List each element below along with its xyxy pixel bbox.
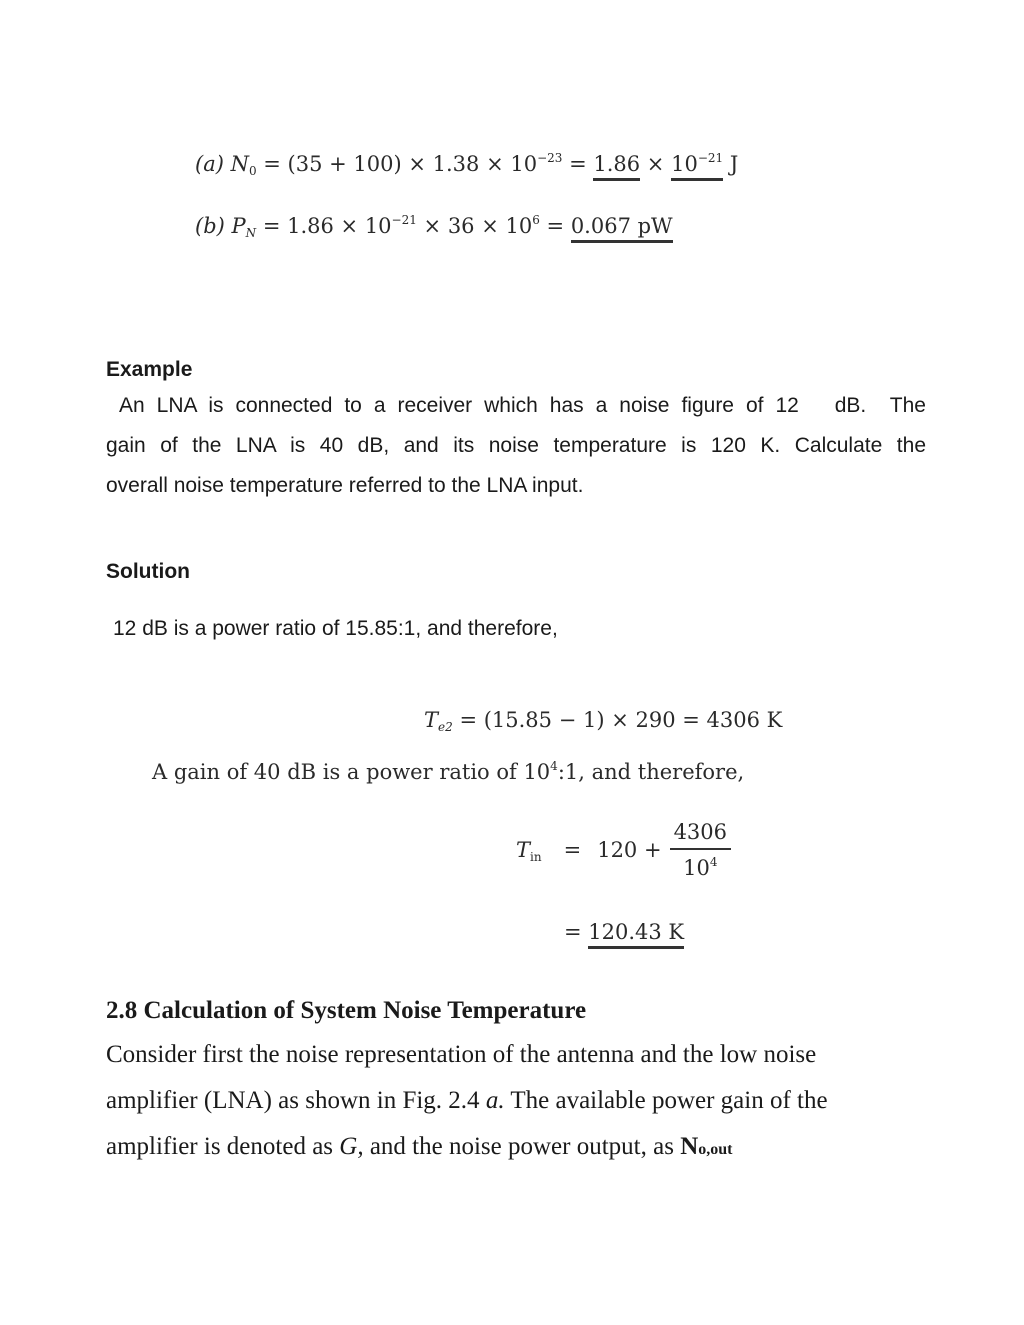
equation-te2 bbox=[424, 708, 782, 732]
section-line-1: Consider first the noise representation of the antenna and the low noise bbox=[106, 1041, 817, 1068]
equation-b-exp2: 6 bbox=[532, 213, 540, 227]
example-line-1: An LNA is connected to a receiver which has a noise figure of 12 dB. The bbox=[119, 394, 926, 417]
equation-b-eq: = bbox=[539, 214, 571, 238]
example-heading: Example bbox=[106, 358, 193, 381]
tin-result-eq: = bbox=[564, 920, 589, 944]
solution-text: 12 dB is a power ratio of 15.85:1, and therefore, bbox=[113, 617, 558, 640]
tin-result-line bbox=[564, 920, 684, 944]
equation-a-unit: J bbox=[723, 152, 739, 176]
tin-eq: = bbox=[563, 838, 582, 862]
equation-a-lhs-symbol: N bbox=[230, 152, 249, 176]
equation-a-lhs-sub: 0 bbox=[248, 164, 257, 178]
te2-symbol: T bbox=[424, 708, 439, 732]
gain-sentence-part2: :1, and therefore, bbox=[557, 760, 745, 784]
tin-numerator: 4306 bbox=[670, 820, 731, 850]
example-line-3: overall noise temperature referred to the LNA input. bbox=[106, 474, 584, 497]
section-body bbox=[106, 1032, 906, 1173]
equation-b bbox=[195, 214, 673, 238]
equation-b-result: 0.067 pW bbox=[571, 214, 673, 243]
equation-a-exp: −23 bbox=[537, 151, 563, 165]
equation-a-result-times: × bbox=[640, 152, 672, 176]
equation-b-expr2: × 36 × 10 bbox=[416, 214, 533, 238]
equation-a-result-base: $10^{-21}$ bbox=[671, 152, 723, 181]
tin-denominator: $10^4$ bbox=[683, 855, 718, 880]
te2-expr: = (15.85 − 1) × 290 = 4306 K bbox=[452, 708, 783, 732]
gain-sentence bbox=[152, 760, 744, 784]
tin-lhs: $T_{in}$ bbox=[516, 838, 542, 864]
solution-heading: Solution bbox=[106, 560, 190, 583]
example-text bbox=[106, 386, 926, 506]
tin-fraction bbox=[670, 820, 731, 880]
equation-b-lhs-sub: N bbox=[245, 226, 257, 240]
noise-power-output-symbol: No,out bbox=[680, 1133, 733, 1160]
equation-a-label: (a) bbox=[195, 152, 224, 176]
equation-a-eq: = bbox=[562, 152, 594, 176]
equation-b-exp1: −21 bbox=[391, 213, 417, 227]
equation-tin bbox=[516, 820, 731, 880]
section-line-3: amplifier is denoted as G, and the noise power output, as No,out bbox=[106, 1133, 733, 1160]
section-heading: 2.8 Calculation of System Noise Temperature bbox=[106, 997, 587, 1024]
equation-a bbox=[195, 152, 738, 176]
tin-base: 120 + bbox=[597, 838, 662, 862]
gain-sentence-exp: 4 bbox=[550, 759, 558, 773]
equation-b-label: (b) bbox=[195, 214, 225, 238]
equation-b-expr1: = 1.86 × 10 bbox=[256, 214, 392, 238]
section-line-2: amplifier (LNA) as shown in Fig. 2.4 a. The available power gain of the bbox=[106, 1087, 828, 1114]
equation-a-expr: = (35 + 100) × 1.38 × 10 bbox=[256, 152, 538, 176]
gain-sentence-part1: A gain of 40 dB is a power ratio of 10 bbox=[152, 760, 551, 784]
equation-b-lhs-symbol: P bbox=[231, 214, 246, 238]
example-line-2: gain of the LNA is 40 dB, and its noise temperature is 120 K. Calculate the bbox=[106, 434, 926, 457]
equation-a-result-mantissa: 1.86 bbox=[593, 152, 640, 181]
te2-sub: e2 bbox=[438, 720, 453, 734]
tin-result: 120.43 K bbox=[588, 920, 684, 949]
